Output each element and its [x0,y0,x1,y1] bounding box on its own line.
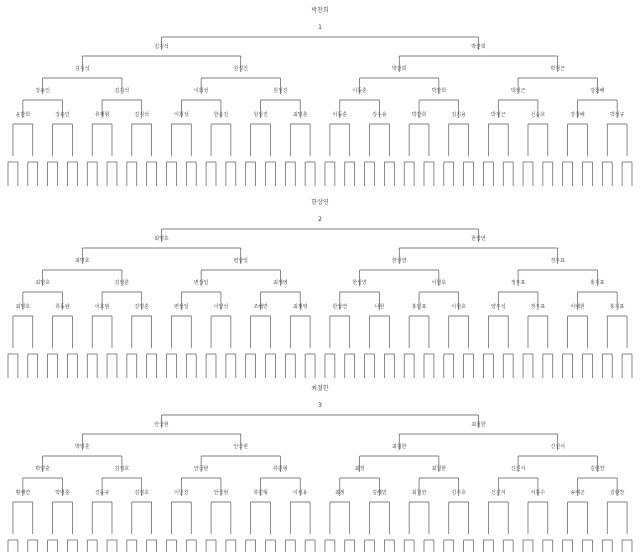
semifinalists-label: 김지석 [75,66,90,72]
round-of-16-label: 신승호 [530,112,546,118]
round-of-16-label: 이정용 [292,490,308,496]
round-of-16-label: 윤찬희 [15,112,31,118]
round-of-16-label: 안국현 [213,490,229,496]
round-of-16-label: 류재형 [94,112,110,118]
quarterfinalists-label: 이현호 [431,280,447,286]
champion-label: 한상연 [311,199,329,206]
semifinalists-label: 박찬희 [391,66,407,72]
round-of-16-label: 송태곤 [570,490,585,496]
round-of-16-label: 이호범 [94,304,110,310]
round-of-16-label: 박찬희 [411,112,427,118]
round-of-16-label: 김지석 [134,112,149,118]
champion-label: 박찬희 [311,7,329,14]
round-of-16-label: 최명훈 [292,112,308,118]
quarterfinalists-label: 홍기표 [590,280,605,286]
finalists-label: 김지석 [154,44,169,50]
round-of-16-label: 이동훈 [332,112,348,118]
round-of-16-label: 박영훈 [55,490,70,496]
round-of-16-label: 변상일 [174,304,189,310]
round-of-16-label: 최정 [334,490,345,496]
finalists-label: 최명호 [154,236,169,242]
champion-label: 최철한 [311,385,329,392]
round-of-16-label: 박정근 [491,112,506,118]
semifinalists-label: 박정근 [550,66,565,72]
round-of-16-label: 한웅진 [213,112,229,118]
quarterfinalists-label: 류민형 [273,466,288,472]
round-of-16-label: 이태현 [570,304,585,310]
quarterfinalists-label: 김현찬 [590,466,605,472]
round-of-16-label: 서봉수 [530,490,546,496]
quarterfinalists-label: 변상일 [193,280,209,286]
quarterfinalists-label: 박찬희 [431,88,447,94]
round-of-16-label: 조혜연 [253,304,268,310]
round-of-16-label: 김혜민 [372,490,387,496]
round-of-16-label: 홍민표 [411,304,427,310]
round-of-16-label: 최재영 [292,304,308,310]
quarterfinalists-label: 이희성 [193,88,209,94]
quarterfinalists-label: 김정호 [114,466,130,472]
semifinalists-label: 최철한 [391,444,407,450]
round-of-16-label: 이양석 [213,304,229,310]
quarterfinalists-label: 최재영 [273,280,288,286]
round-of-16-label: 신진서 [491,490,506,496]
round-of-16-label: 이인진 [174,490,189,496]
round-of-16-label: 김현찬 [609,490,625,496]
round-of-16-label: 최명호 [15,304,31,310]
finalists-label: 박찬희 [471,44,486,50]
bracket-number: 3 [318,402,322,409]
round-of-16-label: 나현 [374,304,385,310]
quarterfinalists-label: 한상연 [352,280,367,286]
finalists-label: 한상연 [471,236,486,242]
quarterfinalists-label: 강창배 [590,88,605,94]
quarterfinalists-label: 신진서 [510,466,526,472]
round-of-16-label: 김영훈 [134,304,149,310]
round-of-16-label: 원성진 [253,112,268,118]
round-of-16-label: 김수용 [372,112,387,118]
round-of-16-label: 최철한 [411,490,427,496]
finalists-label: 안국현 [154,422,169,428]
round-of-16-label: 양우석 [491,304,506,310]
quarterfinalists-label: 최철한 [431,466,447,472]
round-of-16-label: 이현호 [451,304,466,310]
bracket-number: 2 [318,216,322,223]
finalists-label: 최철한 [471,422,486,428]
semifinalists-label: 신진서 [550,444,565,450]
quarterfinalists-label: 강유인 [35,88,50,94]
quarterfinalists-label: 최정 [354,466,365,472]
semifinalists-label: 최명호 [75,258,90,264]
round-of-16-label: 김정호 [134,490,149,496]
round-of-16-label: 한상연 [332,304,348,310]
semifinalists-label: 원성진 [233,66,249,72]
semifinalists-label: 정우표 [550,258,565,264]
quarterfinalists-label: 이동훈 [352,88,367,94]
bracket-number: 1 [318,24,322,31]
round-of-16-label: 정우표 [530,304,546,310]
round-of-16-label: 류민형 [253,490,268,496]
round-of-16-label: 강유인 [55,112,70,118]
semifinalists-label: 한상연 [391,258,407,264]
quarterfinalists-label: 최명호 [35,280,50,286]
round-of-16-label: 김주호 [451,490,466,496]
quarterfinalists-label: 박영훈 [35,466,50,472]
semifinalists-label: 안국현 [233,444,249,450]
semifinalists-label: 변상일 [233,258,249,264]
quarterfinalists-label: 원성진 [273,88,288,94]
quarterfinalists-label: 김영훈 [114,280,130,286]
quarterfinalists-label: 안국현 [193,466,209,472]
round-of-16-label: 류동완 [55,304,70,310]
round-of-16-label: 홍기표 [609,304,625,310]
round-of-16-label: 이희성 [174,112,189,118]
quarterfinalists-label: 정우표 [510,280,526,286]
round-of-16-label: 박정규 [609,112,625,118]
round-of-16-label: 강창배 [570,112,585,118]
round-of-16-label: 황재연 [15,490,31,496]
round-of-16-label: 김기용 [451,112,466,118]
quarterfinalists-label: 박정근 [510,88,526,94]
round-of-16-label: 진동규 [94,490,110,496]
semifinalists-label: 박영훈 [75,444,90,450]
quarterfinalists-label: 김지석 [114,88,130,94]
